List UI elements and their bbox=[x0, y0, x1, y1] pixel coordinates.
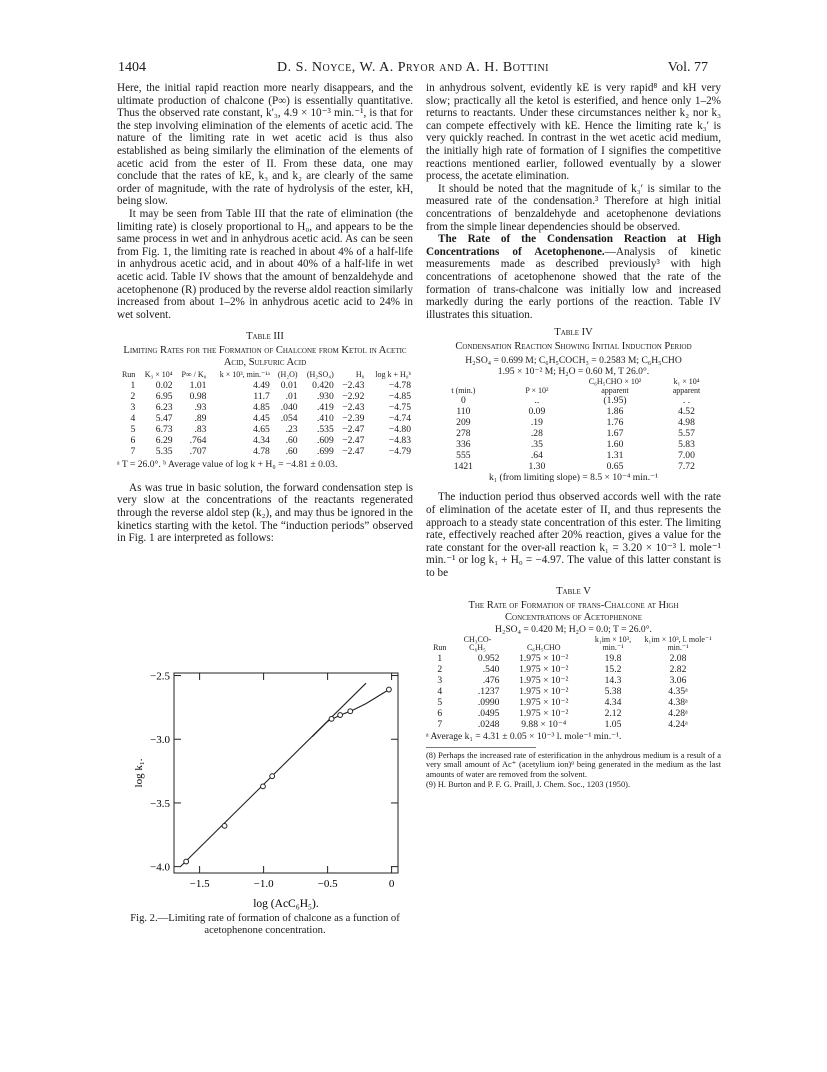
table-cell: −4.74 bbox=[388, 412, 411, 424]
table-cell: 7 bbox=[130, 445, 136, 457]
table5-title: Concentrations of Acetophenone bbox=[505, 611, 642, 623]
table-cell: .64 bbox=[530, 450, 543, 462]
table-cell: −2.43 bbox=[342, 401, 365, 413]
table-cell: −4.79 bbox=[388, 445, 411, 457]
table-cell: 0.952 bbox=[477, 652, 500, 664]
table-cell: .89 bbox=[194, 412, 207, 424]
table-cell: 4.45 bbox=[253, 412, 270, 424]
paragraph: in anhydrous solvent, evidently kE is very rapid⁸ and kH very slow; practically all the ketol is esterified, and hence only 1–2% returns to reactants. Under these circumstances neither k₂ nor k₃ can compete effectively with kE. Hence the limiting rate k₃′ is very quickly reached. In contrast in the wet acetic acid medium, the initially high rate of formation of I signifies the competitive reactions mentioned earlier, followed eventually by a slower process, the acetate elimination. bbox=[426, 82, 721, 183]
x-tick-label: −0.5 bbox=[317, 878, 338, 890]
table-cell: 7 bbox=[437, 718, 443, 730]
table-cell: 110 bbox=[456, 406, 471, 418]
table-cell: 336 bbox=[456, 439, 471, 451]
table-header: (H₂SO₄) bbox=[306, 370, 334, 380]
table-cell: 0 bbox=[460, 395, 466, 407]
table-header: k × 10³, min.⁻¹ᵃ bbox=[219, 370, 270, 380]
table-header: k₁im × 10³, l. mole⁻¹ min.⁻¹ bbox=[644, 634, 712, 653]
table-cell: .28 bbox=[530, 428, 543, 440]
table-row bbox=[426, 428, 716, 439]
table4-footer: k₁ (from limiting slope) = 8.5 × 10⁻⁴ min.⁻¹ bbox=[488, 472, 659, 484]
paragraph: Here, the initial rapid reaction more nearly disappears, and the ultimate production of chalcone (P∞) is essentially quantitative. Thus the observed rate constant, k′₃, 4.9 × 10⁻³ min.⁻¹, is that for the step involving elimination of the elements of acetic acid. The nature of the limiting rate in wet acetic acid is thus also established as being similarly the elimination of the elements of acetic acid from the ester of II. From these data, one may conclude that the rates of kE, k₃ and k₂ are clearly of the same order of magnitude, with the rate of hydrolysis of the ester, kH, being slow. bbox=[117, 82, 413, 208]
data-point bbox=[348, 709, 353, 714]
table-cell: .764 bbox=[189, 434, 207, 446]
table3-body bbox=[117, 380, 413, 457]
table3 bbox=[117, 371, 413, 457]
paragraph bbox=[426, 233, 721, 321]
x-tick-label: −1.5 bbox=[189, 878, 210, 890]
table-cell: −4.75 bbox=[388, 401, 411, 413]
table-cell: −2.43 bbox=[342, 379, 365, 391]
table-cell: 1.86 bbox=[606, 406, 624, 418]
table-row bbox=[426, 708, 716, 719]
table-cell: 3.06 bbox=[669, 674, 687, 686]
x-axis-label: log (AcC₆H₅). bbox=[253, 898, 319, 910]
table-cell: 4.98 bbox=[678, 417, 695, 429]
table-cell: .410 bbox=[316, 412, 334, 424]
table-cell: 4 bbox=[437, 685, 443, 697]
table4-title: Condensation Reaction Showing Initial Induction Period bbox=[455, 341, 692, 353]
table-cell: .19 bbox=[530, 417, 543, 429]
table-cell: .60 bbox=[285, 445, 298, 457]
table-cell: 1.76 bbox=[606, 417, 624, 429]
table-cell: 11.7 bbox=[253, 390, 270, 402]
table-cell: 1421 bbox=[453, 461, 473, 473]
table-cell: 9.88 × 10⁻⁴ bbox=[521, 718, 567, 730]
table5 bbox=[426, 636, 716, 730]
table-cell: 6.23 bbox=[155, 401, 173, 413]
y-tick-label: −3.0 bbox=[150, 734, 170, 747]
table5-footnote: ᵃ Average k₁ = 4.31 ± 0.05 × 10⁻³ l. mole⁻¹ min.⁻¹. bbox=[426, 730, 622, 742]
y-axis-label: log k₁. bbox=[133, 758, 145, 788]
table-cell: 5.35 bbox=[155, 445, 173, 457]
table-cell: 5 bbox=[437, 696, 443, 708]
table3-title: Limiting Rates for the Formation of Chalcone from Ketol in Acetic Acid, Sulfuric Acid bbox=[123, 345, 407, 369]
table-cell: (1.95) bbox=[603, 395, 627, 407]
table-row bbox=[426, 719, 716, 730]
table3-label: Table III bbox=[246, 331, 284, 343]
table-cell: 4.35ᵃ bbox=[668, 685, 688, 697]
table-cell: .419 bbox=[316, 401, 334, 413]
paragraph: It should be noted that the magnitude of k₃′ is similar to the measured rate of the condensation.³ Therefore at high initial concentrations of benzaldehyde and acetophenone deviations from the simple linear dependencies should be observed. bbox=[426, 182, 721, 233]
table-cell: −2.92 bbox=[342, 390, 365, 402]
volume-label: Vol. 77 bbox=[667, 60, 708, 75]
table-header: k₁im × 10³, min.⁻¹ bbox=[594, 634, 632, 653]
table-header: P × 10² bbox=[525, 385, 549, 395]
table-cell: −4.80 bbox=[388, 423, 411, 435]
table-cell: −2.47 bbox=[342, 434, 365, 446]
table-cell: 2.12 bbox=[604, 707, 622, 719]
table-cell: 19.8 bbox=[604, 652, 622, 664]
section-heading: The Rate of the Condensation Reaction at High Concentrations of Acetophenone. bbox=[426, 233, 721, 258]
table-cell: .930 bbox=[316, 390, 334, 402]
data-point bbox=[270, 774, 275, 779]
table-cell: 6 bbox=[130, 434, 136, 446]
table-cell: 4.38ᵃ bbox=[668, 696, 688, 708]
table5-conditions: H₂SO₄ = 0.420 M; H₂O = 0.0; T = 26.0°. bbox=[495, 623, 652, 635]
table-cell: 1.05 bbox=[604, 718, 622, 730]
table-cell: 5.47 bbox=[155, 412, 173, 424]
table4-conditions: H₂SO₄ = 0.699 M; C₆H₅COCH₃ = 0.2583 M; C₆H₅CHO bbox=[465, 355, 682, 367]
table-row bbox=[117, 413, 413, 424]
table-cell: .609 bbox=[316, 434, 334, 446]
table-row bbox=[426, 461, 716, 472]
table-cell: .. bbox=[534, 395, 540, 407]
table-cell: −4.85 bbox=[388, 390, 411, 402]
table4-body bbox=[426, 395, 716, 472]
table-cell: 1.975 × 10⁻² bbox=[519, 685, 569, 697]
table-cell: 4.65 bbox=[253, 423, 270, 435]
table-cell: 3 bbox=[130, 401, 136, 413]
table-cell: 7.00 bbox=[678, 450, 695, 462]
table-cell: 1.975 × 10⁻² bbox=[519, 707, 569, 719]
data-point bbox=[329, 716, 334, 721]
table-row bbox=[117, 402, 413, 413]
table4-conditions: 1.95 × 10⁻² M; H₂O = 0.60 M, T 26.0°. bbox=[497, 366, 650, 378]
table-cell: 5.83 bbox=[678, 439, 695, 451]
table-cell: 5.57 bbox=[678, 428, 695, 440]
table5-body bbox=[426, 653, 716, 730]
table-cell: .1237 bbox=[477, 685, 500, 697]
table-cell: 5.38 bbox=[604, 685, 622, 697]
table-cell: 209 bbox=[456, 417, 471, 429]
table-row bbox=[117, 380, 413, 391]
paragraph: As was true in basic solution, the forward condensation step is very slow at the concentrations of the reactants regenerated through the reverse aldol step (k₂), and may thus be ignored in the kinetics starting with the ketol. The “induction periods” observed in Fig. 1 are interpreted as follows: bbox=[117, 481, 413, 545]
table-cell: 4 bbox=[130, 412, 136, 424]
x-tick-label: 0 bbox=[388, 878, 395, 890]
table-cell: −4.78 bbox=[388, 379, 411, 391]
table-cell: 1.975 × 10⁻² bbox=[519, 663, 569, 675]
table-cell: 2 bbox=[437, 663, 443, 675]
table-row bbox=[426, 450, 716, 461]
table-cell: .699 bbox=[316, 445, 334, 457]
table-cell: 4.34 bbox=[253, 434, 270, 446]
table-cell: 1.975 × 10⁻² bbox=[519, 652, 569, 664]
table4 bbox=[426, 378, 716, 472]
table-row bbox=[117, 446, 413, 457]
table-cell: .93 bbox=[194, 401, 207, 413]
table-cell: .23 bbox=[285, 423, 298, 435]
page-number: 1404 bbox=[118, 60, 146, 75]
running-header bbox=[118, 60, 708, 78]
table-row bbox=[426, 675, 716, 686]
table-cell: .35 bbox=[530, 439, 543, 451]
table-cell: 7.72 bbox=[678, 461, 695, 473]
running-authors: D. S. Noyce, W. A. Pryor and A. H. Bottini bbox=[276, 60, 550, 75]
data-point bbox=[261, 784, 266, 789]
table-header: k₁ × 10⁴ apparent bbox=[672, 377, 701, 395]
table-header: CH₃CO-C₆H₅ bbox=[463, 634, 492, 653]
table-cell: −2.39 bbox=[342, 412, 365, 424]
table-header: P∞ / K₀ bbox=[181, 370, 207, 380]
table-cell: 4.34 bbox=[604, 696, 622, 708]
table-cell: .01 bbox=[285, 390, 298, 402]
table-row bbox=[426, 653, 716, 664]
data-point bbox=[222, 823, 227, 828]
table-cell: 1.975 × 10⁻² bbox=[519, 696, 569, 708]
table-row bbox=[117, 391, 413, 402]
plot-frame bbox=[174, 673, 398, 873]
table3-header-row bbox=[117, 371, 413, 380]
table-cell: 2.82 bbox=[669, 663, 687, 675]
table-header: Run bbox=[433, 643, 447, 653]
table-cell: .535 bbox=[316, 423, 334, 435]
table-cell: 15.2 bbox=[604, 663, 622, 675]
y-tick-label: −4.0 bbox=[150, 861, 170, 874]
figure-2-caption: Fig. 2.—Limiting rate of formation of chalcone as a function of acetophenone concentration. bbox=[130, 913, 400, 936]
table-cell: 0.98 bbox=[189, 390, 207, 402]
table-cell: 3 bbox=[437, 674, 443, 686]
paragraph: The induction period thus observed accords well with the rate of elimination of the acetate ester of II, and thus represents the approach to a steady state concentration of this ester. The limiting rate, effectively reached after 20% reaction, gives a value for the rate constant for the over-all reaction k₁ = 3.20 × 10⁻³ l. mole⁻¹ min.⁻¹ or log k₁ + H₀ = −4.97. The value of this latter constant is to be bbox=[426, 491, 721, 580]
table-cell: .054 bbox=[280, 412, 298, 424]
table-cell: 4.78 bbox=[253, 445, 270, 457]
footnote: (8) Perhaps the increased rate of esterification in the anhydrous medium is a result of a very small amount of Ac⁺ (acetylium ion)⁹ being generated in the medium as the last amounts of water are removed from the solvent. bbox=[426, 750, 721, 779]
table5-label: Table V bbox=[556, 585, 591, 597]
table-cell: .60 bbox=[285, 434, 298, 446]
data-point bbox=[184, 859, 189, 864]
table-header: K₃ × 10⁴ bbox=[144, 370, 173, 380]
table-header: C₆H₅CHO bbox=[526, 643, 561, 653]
data-point bbox=[387, 687, 392, 692]
paragraph-text: —Analysis of kinetic measurements made as described previously³ with high concentrations of acetophenone showed that the rate of the formation of trans-chalcone was initially low and increased markedly during the early portions of the reaction. Table IV illustrates this situation. bbox=[426, 245, 721, 321]
table4-header-row bbox=[426, 378, 716, 395]
table-cell: −4.83 bbox=[388, 434, 411, 446]
table-cell: .476 bbox=[482, 674, 500, 686]
table-row bbox=[426, 664, 716, 675]
table-cell: .0495 bbox=[477, 707, 500, 719]
table-cell: 1.975 × 10⁻² bbox=[519, 674, 569, 686]
table-cell: −2.47 bbox=[342, 445, 365, 457]
table-header: (H₂O) bbox=[277, 370, 298, 380]
table-cell: 1 bbox=[437, 652, 443, 664]
x-tick-label: −1.0 bbox=[253, 878, 274, 890]
table-header: t (min.) bbox=[451, 385, 476, 395]
table-row bbox=[426, 406, 716, 417]
table-cell: . . bbox=[682, 395, 691, 407]
table-row bbox=[426, 417, 716, 428]
data-point bbox=[338, 713, 343, 718]
table-row bbox=[426, 439, 716, 450]
paragraph: It may be seen from Table III that the rate of elimination (the limiting rate) is closely proportional to H₀, and appears to be the same process in wet and in anhydrous acetic acid. As can be seen from Fig. 1, the limiting rate is reached in about 4% of a half-life in anhydrous acetic acid, and in about 40% of a half-life in wet acetic acid. Table IV shows that the amount of benzaldehyde and acetophenone (R) produced by the reverse aldol reaction similarly increased from about 1–2% in anhydrous acetic acid to 24% in wet solvent. bbox=[117, 207, 413, 321]
table-cell: 5 bbox=[130, 423, 136, 435]
footnote: (9) H. Burton and P. F. G. Praill, J. Chem. Soc., 1203 (1950). bbox=[426, 779, 631, 789]
table-cell: .83 bbox=[194, 423, 207, 435]
table-cell: 1.60 bbox=[606, 439, 624, 451]
table-cell: .0248 bbox=[477, 718, 500, 730]
table-cell: .540 bbox=[482, 663, 500, 675]
y-tick-label: −2.5 bbox=[150, 670, 170, 683]
table-cell: 278 bbox=[456, 428, 471, 440]
right-column bbox=[426, 82, 721, 789]
table-cell: 4.49 bbox=[253, 379, 270, 391]
table-cell: 1.31 bbox=[606, 450, 624, 462]
table-row bbox=[426, 395, 716, 406]
table-cell: 0.420 bbox=[312, 379, 334, 391]
table-cell: 555 bbox=[456, 450, 471, 462]
table-cell: 1.67 bbox=[606, 428, 624, 440]
table-cell: 1.01 bbox=[189, 379, 207, 391]
table-cell: .040 bbox=[280, 401, 298, 413]
y-tick-label: −3.5 bbox=[150, 797, 170, 810]
table-cell: 4.28ᵃ bbox=[668, 707, 688, 719]
table-header: log k + H₀ᵇ bbox=[375, 370, 411, 380]
footnote-rule bbox=[426, 747, 536, 748]
table-cell: 6.73 bbox=[155, 423, 173, 435]
figure-2-chart bbox=[116, 668, 416, 913]
table-cell: .0990 bbox=[477, 696, 500, 708]
table4-label: Table IV bbox=[554, 327, 593, 339]
table-row bbox=[426, 697, 716, 708]
table3-footnote: ᵃ T = 26.0°. ᵇ Average value of log k + H₀ = −4.81 ± 0.03. bbox=[117, 458, 338, 470]
table-cell: 0.65 bbox=[606, 461, 624, 473]
table-row bbox=[117, 435, 413, 446]
table5-title: The Rate of Formation of trans-Chalcone at High bbox=[468, 599, 679, 611]
table5-header-row bbox=[426, 636, 716, 653]
table-cell: 1 bbox=[130, 379, 136, 391]
table-header: C₆H₅CHO × 10² apparent bbox=[588, 377, 642, 395]
table-cell: 4.24ᵃ bbox=[668, 718, 688, 730]
table-cell: 6.29 bbox=[155, 434, 173, 446]
table-header: Run bbox=[121, 370, 136, 380]
table-cell: .707 bbox=[189, 445, 207, 457]
table-cell: 14.3 bbox=[604, 674, 622, 686]
table-cell: 4.52 bbox=[678, 406, 695, 418]
table-cell: 1.30 bbox=[528, 461, 546, 473]
table-cell: 0.09 bbox=[528, 406, 546, 418]
table-cell: 0.02 bbox=[155, 379, 173, 391]
table-cell: 2 bbox=[130, 390, 136, 402]
table-cell: 0.01 bbox=[280, 379, 298, 391]
table-cell: −2.47 bbox=[342, 423, 365, 435]
table-cell: 4.85 bbox=[253, 401, 270, 413]
left-column bbox=[117, 82, 413, 545]
table-row bbox=[117, 424, 413, 435]
table-cell: 6.95 bbox=[155, 390, 173, 402]
table-header: H₀ bbox=[355, 370, 365, 380]
table-cell: 2.08 bbox=[669, 652, 687, 664]
table-cell: 6 bbox=[437, 707, 443, 719]
table-row bbox=[426, 686, 716, 697]
